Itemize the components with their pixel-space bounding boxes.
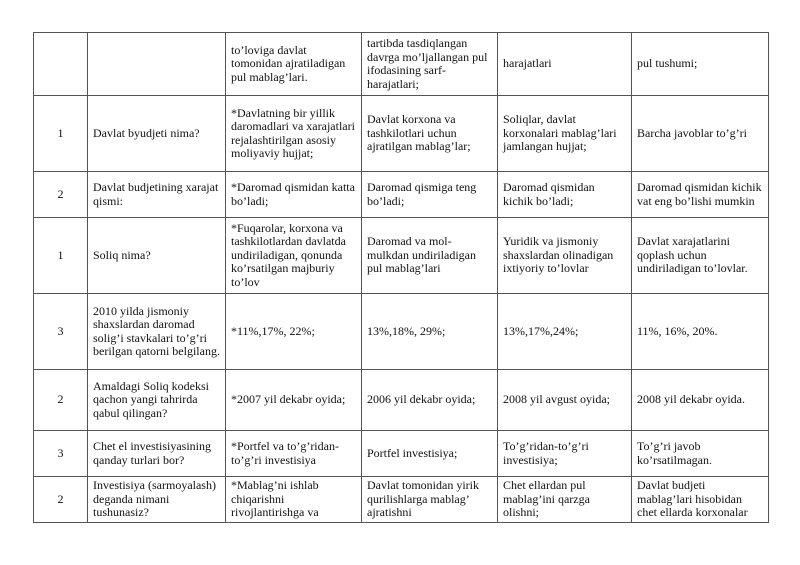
answer-option-cell: To’g’ridan-to’g’ri investisiya; [498, 431, 632, 477]
answer-option-cell: *Portfel va to’g’ridan-to’g’ri investisiya [226, 431, 362, 477]
question-number-cell: 3 [34, 431, 88, 477]
question-number-cell: 1 [34, 218, 88, 294]
question-number-cell: 2 [34, 370, 88, 431]
table-row [34, 294, 769, 370]
answer-option-cell: To’g’ri javob ko’rsatilmagan. [632, 431, 769, 477]
question-cell: Amaldagi Soliq kodeksi qachon yangi tahrirda qabul qilingan? [88, 370, 226, 431]
answer-option-cell: Yuridik va jismoniy shaxslardan olinadigan ixtiyoriy to’lovlar [498, 218, 632, 294]
table-row [34, 33, 769, 96]
question-number-cell [34, 33, 88, 96]
answer-option-cell: Daromad qismiga teng bo’ladi; [362, 172, 498, 218]
answer-option-cell: Barcha javoblar to’g’ri [632, 96, 769, 172]
answer-option-cell: Davlat xarajatlarini qoplash uchun undiriladigan to’lovlar. [632, 218, 769, 294]
question-number-cell: 3 [34, 294, 88, 370]
table-row [34, 96, 769, 172]
table-row [34, 218, 769, 294]
answer-option-cell: *Daromad qismidan katta bo’ladi; [226, 172, 362, 218]
answer-option-cell: 2008 yil dekabr oyida. [632, 370, 769, 431]
answer-option-cell: Daromad qismidan kichik vat eng bo’lishi mumkin [632, 172, 769, 218]
question-cell: Davlat byudjeti nima? [88, 96, 226, 172]
table-row [34, 477, 769, 523]
table-body [34, 33, 769, 523]
table-row [34, 370, 769, 431]
answer-option-cell: Daromad qismidan kichik bo’ladi; [498, 172, 632, 218]
answer-option-cell: Portfel investisiya; [362, 431, 498, 477]
question-cell: Davlat budjetining xarajat qismi: [88, 172, 226, 218]
question-cell: 2010 yilda jismoniy shaxslardan daromad solig’i stavkalari to’g’ri berilgan qatorni belgilang. [88, 294, 226, 370]
answer-option-cell: *Davlatning bir yillik daromadlari va xarajatlari rejalashtirilgan asosiy moliyaviy hujjat; [226, 96, 362, 172]
answer-option-cell: Davlat korxona va tashkilotlari uchun ajratilgan mablag’lar; [362, 96, 498, 172]
answer-option-cell: to’loviga davlat tomonidan ajratiladigan pul mablag’lari. [226, 33, 362, 96]
answer-option-cell: Davlat tomonidan yirik qurilishlarga mablag’ ajratishni [362, 477, 498, 523]
answer-option-cell: Daromad va mol-mulkdan undiriladigan pul mablag’lari [362, 218, 498, 294]
answer-option-cell: 13%,18%, 29%; [362, 294, 498, 370]
answer-option-cell: 2008 yil avgust oyida; [498, 370, 632, 431]
answer-option-cell: *11%,17%, 22%; [226, 294, 362, 370]
test-questions-table [33, 32, 769, 523]
question-number-cell: 2 [34, 477, 88, 523]
question-number-cell: 1 [34, 96, 88, 172]
answer-option-cell: Soliqlar, davlat korxonalari mablag’lari jamlangan hujjat; [498, 96, 632, 172]
answer-option-cell: 2006 yil dekabr oyida; [362, 370, 498, 431]
answer-option-cell: tartibda tasdiqlangan davrga mo’ljallangan pul ifodasining sarf-harajatlari; [362, 33, 498, 96]
answer-option-cell: 11%, 16%, 20%. [632, 294, 769, 370]
question-number-cell: 2 [34, 172, 88, 218]
answer-option-cell: harajatlari [498, 33, 632, 96]
answer-option-cell: *Fuqarolar, korxona va tashkilotlardan davlatda undiriladigan, qonunda ko’rsatilgan majburiy to’lov [226, 218, 362, 294]
answer-option-cell: *2007 yil dekabr oyida; [226, 370, 362, 431]
table-row [34, 431, 769, 477]
answer-option-cell: Davlat budjeti mablag’lari hisobidan chet ellarda korxonalar [632, 477, 769, 523]
answer-option-cell: *Mablag’ni ishlab chiqarishni rivojlantirishga va [226, 477, 362, 523]
answer-option-cell: pul tushumi; [632, 33, 769, 96]
answer-option-cell: 13%,17%,24%; [498, 294, 632, 370]
table-row [34, 172, 769, 218]
question-cell: Investisiya (sarmoyalash) deganda nimani tushunasiz? [88, 477, 226, 523]
question-cell: Chet el investisiyasining qanday turlari bor? [88, 431, 226, 477]
question-cell: Soliq nima? [88, 218, 226, 294]
question-cell [88, 33, 226, 96]
answer-option-cell: Chet ellardan pul mablag’ini qarzga olishni; [498, 477, 632, 523]
